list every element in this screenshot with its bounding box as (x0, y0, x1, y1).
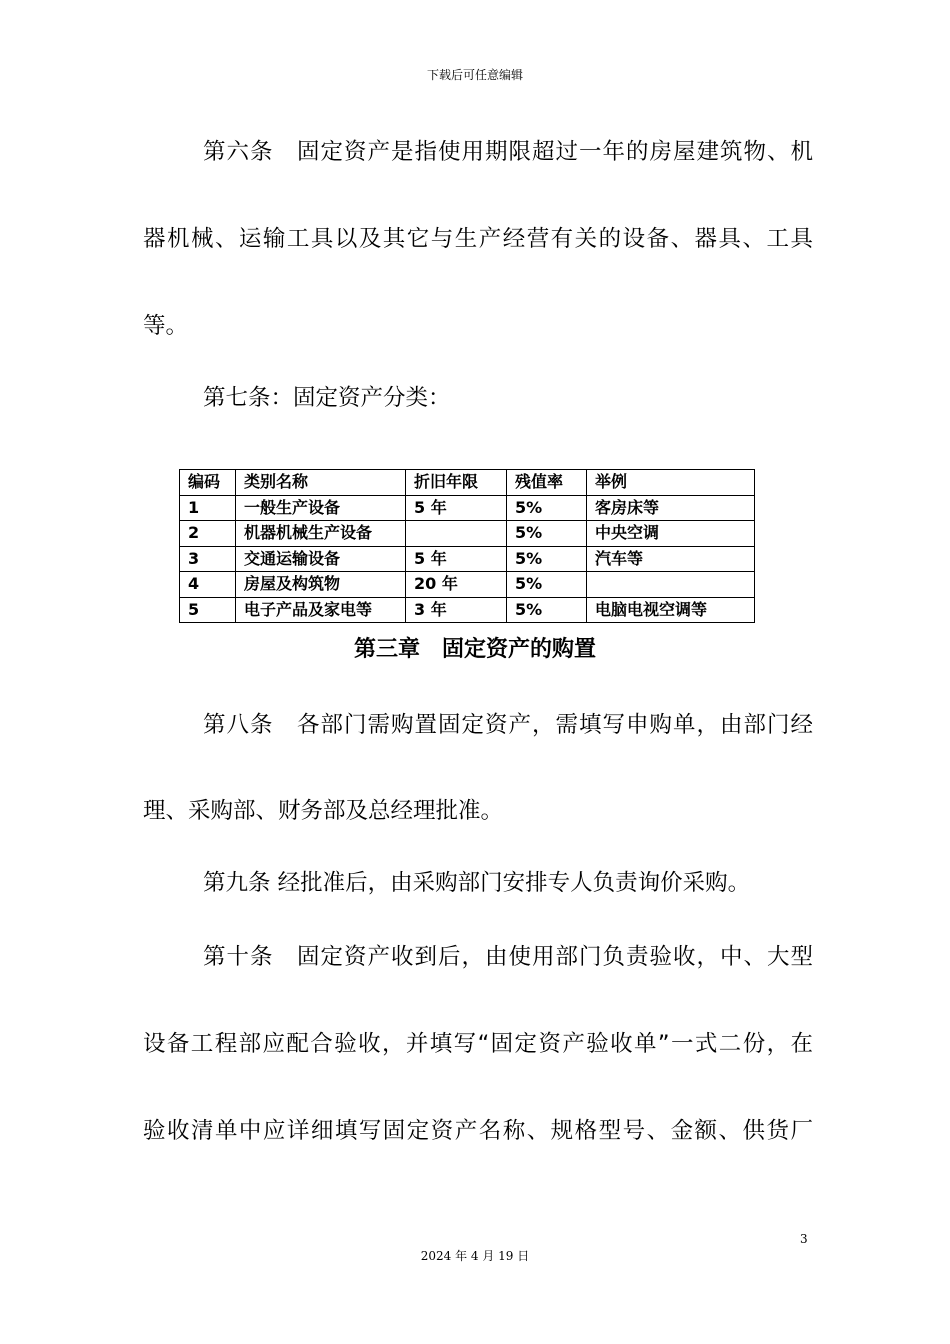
table-header-cell: 残值率 (507, 470, 587, 496)
article-8-line-1: 第八条 各部门需购置固定资产，需填写申购单，由部门经 (203, 712, 813, 738)
table-cell: 1 (180, 495, 236, 521)
table-cell: 5% (507, 546, 587, 572)
table-cell: 电脑电视空调等 (587, 597, 755, 623)
table-cell: 5% (507, 597, 587, 623)
chapter-title: 第三章 固定资产的购置 (353, 637, 596, 662)
table-cell: 客房床等 (587, 495, 755, 521)
table-cell: 汽车等 (587, 546, 755, 572)
table-cell: 5% (507, 495, 587, 521)
table-cell: 电子产品及家电等 (236, 597, 406, 623)
article-10-line-3: 验收清单中应详细填写固定资产名称、规格型号、金额、供货厂 (143, 1118, 813, 1144)
article-10-line-1: 第十条 固定资产收到后，由使用部门负责验收，中、大型 (203, 944, 813, 970)
article-9: 第九条 经批准后，由采购部门安排专人负责询价采购。 (203, 870, 751, 896)
table-header-row (180, 470, 755, 496)
footer-date: 2024 年 4 月 19 日 (420, 1249, 530, 1263)
table-cell: 5 年 (406, 495, 507, 521)
table-row (180, 521, 755, 547)
table-cell: 房屋及构筑物 (236, 572, 406, 598)
article-8-line-2: 理、采购部、财务部及总经理批准。 (143, 798, 504, 824)
table-cell: 20 年 (406, 572, 507, 598)
table-cell: 3 (180, 546, 236, 572)
table-cell: 机器机械生产设备 (236, 521, 406, 547)
article-10-line-2: 设备工程部应配合验收，并填写“固定资产验收单”一式二份，在 (143, 1031, 813, 1057)
table-row (180, 597, 755, 623)
table-cell (406, 521, 507, 547)
table-row (180, 572, 755, 598)
table-cell: 4 (180, 572, 236, 598)
article-6-line-3: 等。 (143, 313, 189, 339)
table-cell (587, 572, 755, 598)
table-row (180, 495, 755, 521)
table-cell: 5% (507, 521, 587, 547)
table-header-cell: 编码 (180, 470, 236, 496)
table-cell: 中央空调 (587, 521, 755, 547)
table-header-cell: 类别名称 (236, 470, 406, 496)
table-header-cell: 举例 (587, 470, 755, 496)
article-7: 第七条：固定资产分类： (203, 385, 451, 411)
table-cell: 5% (507, 572, 587, 598)
page-number: 3 (800, 1232, 808, 1246)
table-cell: 5 (180, 597, 236, 623)
table-cell: 3 年 (406, 597, 507, 623)
table-cell: 一般生产设备 (236, 495, 406, 521)
page-header: 下载后可任意编辑 (426, 68, 523, 82)
asset-classification-table (179, 469, 755, 623)
table-cell: 交通运输设备 (236, 546, 406, 572)
article-6-line-2: 器机械、运输工具以及其它与生产经营有关的设备、器具、工具 (143, 226, 813, 252)
table-row (180, 546, 755, 572)
table-cell: 5 年 (406, 546, 507, 572)
table-cell: 2 (180, 521, 236, 547)
table-header-cell: 折旧年限 (406, 470, 507, 496)
article-6-line-1: 第六条 固定资产是指使用期限超过一年的房屋建筑物、机 (203, 139, 813, 165)
